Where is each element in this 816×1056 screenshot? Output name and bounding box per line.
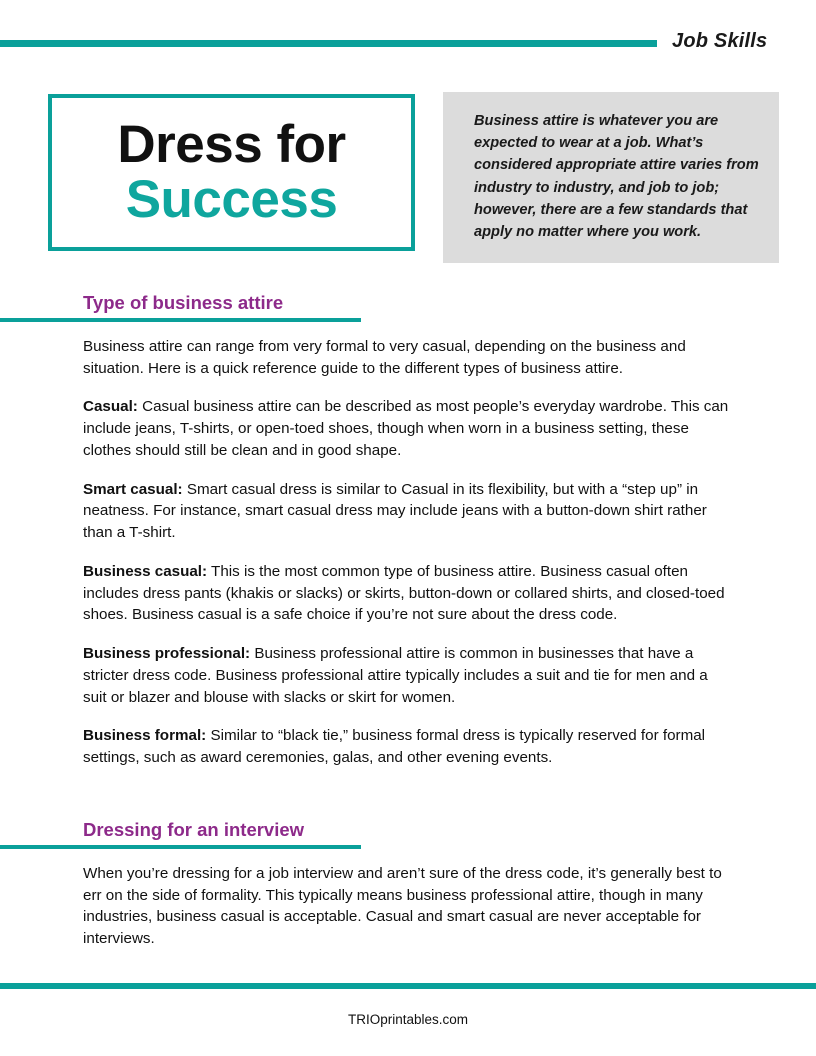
footer-site-label: TRIOprintables.com xyxy=(347,1012,469,1027)
paragraph: Business professional: Business professional attire is common in businesses that have a stricter dress code. Business professional attire typically includes a suit and tie for men and a suit or blazer and blouse with slacks or skirt for women. xyxy=(83,645,708,706)
footer-rule xyxy=(0,983,816,989)
section-rule-2 xyxy=(0,845,361,849)
paragraph-lead: Business formal: xyxy=(83,727,207,745)
title-box xyxy=(48,94,415,251)
title-line-primary: Dress for xyxy=(117,115,346,175)
paragraph-lead: Business professional: xyxy=(83,645,251,663)
paragraph-lead: Smart casual: xyxy=(83,480,183,498)
intro-callout-box xyxy=(443,92,779,263)
paragraph-lead: Casual: xyxy=(83,398,138,416)
paragraph: Smart casual: Smart casual dress is similar to Casual in its flexibility, but with a “step up” in neatness. For instance, smart casual dress may include jeans with a button-down shirt rather than a T-shirt. xyxy=(83,480,707,542)
paragraph: When you’re dressing for a job interview and aren’t sure of the dress code, it’s generally best to err on the side of formality. This typically means business professional attire, though in many industries, business casual is acceptable. Casual and smart casual are never acceptable for interviews. xyxy=(83,865,722,948)
section-rule-1 xyxy=(0,318,361,322)
paragraph: Business formal: Similar to “black tie,” business formal dress is typically reserved for formal settings, such as award ceremonies, galas, and other evening events. xyxy=(83,727,706,767)
paragraph: Business casual: This is the most common type of business attire. Business casual often includes dress pants (khakis or slacks) or skirts, button-down or collared shirts, and closed-toed shoes. Business casual is a safe choice if you’re not sure about the dress code. xyxy=(83,562,725,624)
header-rule xyxy=(0,40,657,47)
paragraph: Casual: Casual business attire can be described as most people’s everyday wardrobe. This can include jeans, T-shirts, or open-toed shoes, though when worn in a business setting, these clothes should still be clean and in good shape. xyxy=(83,398,729,459)
header-category-label: Job Skills xyxy=(672,30,768,52)
paragraph: Business attire can range from very formal to very casual, depending on the business and situation. Here is a quick reference guide to the different types of business attire. xyxy=(83,338,686,377)
paragraph-lead: Business casual: xyxy=(83,562,208,580)
section-heading-dressing-for-an-interview: Dressing for an interview xyxy=(83,819,305,840)
section-heading-type-of-business-attire: Type of business attire xyxy=(83,292,284,313)
title-line-accent: Success xyxy=(125,169,338,229)
intro-callout-text: Business attire is whatever you are expected to wear at a job. What’s considered appropriate attire varies from industry to industry, and job to job; however, there are a few standards that apply no matter where you work. xyxy=(474,113,759,240)
section-body-1 xyxy=(83,336,735,769)
section-body-2 xyxy=(83,863,735,950)
